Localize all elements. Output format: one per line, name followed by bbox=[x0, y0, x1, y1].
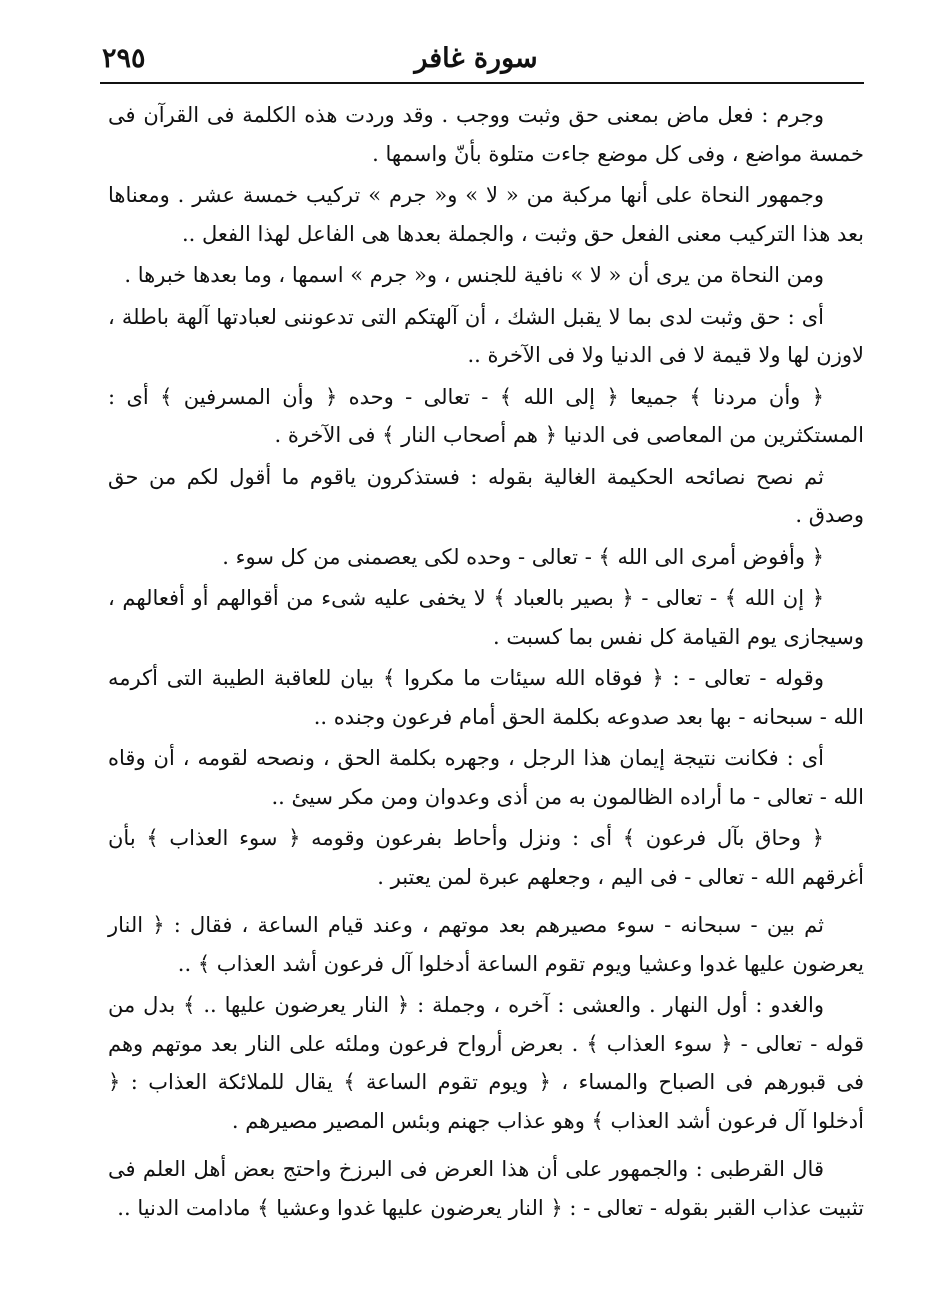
paragraph-entrust-affair: ﴿ وأفوض أمرى الى الله ﴾ - تعالى - وحده لكى يعصمنى من كل سوء . bbox=[222, 544, 824, 569]
header-divider bbox=[100, 82, 864, 84]
paragraph-advice: ثم نصح نصائحه الحكيمة الغالية بقوله : فستذكرون ياقوم ما أقول لكم من حق وصدق . bbox=[108, 464, 864, 527]
page-header bbox=[88, 40, 864, 80]
paragraph-return-to-allah: ﴿ وأن مردنا ﴾ جميعا ﴿ إلى الله ﴾ - تعالى - وحده ﴿ وأن المسرفين ﴾ أى : المستكثرين من المعاصى فى الدنيا ﴿ هم أصحاب النار ﴾ فى الآخرة . bbox=[108, 384, 864, 447]
paragraph-pharaoh-punishment: ﴿ وحاق بآل فرعون ﴾ أى : ونزل وأحاط بفرعون وقومه ﴿ سوء العذاب ﴾ بأن أغرقهم الله - تعالى - فى اليم ، وجعلهم عبرة لمن يعتبر . bbox=[108, 826, 864, 889]
paragraph-grammarians-negation: ومن النحاة من يرى أن « لا » نافية للجنس ، و« جرم » اسمها ، وما بعدها خبرها . bbox=[124, 263, 824, 287]
paragraph-allah-sees: ﴿ إن الله ﴾ - تعالى - ﴿ بصير بالعباد ﴾ لا يخفى عليه شىء من أقوالهم أو أفعالهم ، وسيجازى يوم القيامة كل نفس بما كسبت . bbox=[108, 586, 864, 649]
page-body bbox=[108, 96, 864, 1230]
paragraph-qurtubi: قال القرطبى : والجمهور على أن هذا العرض فى البرزخ واحتج بعض أهل العلم فى تثبيت عذاب القبر بقوله - تعالى - : ﴿ النار يعرضون عليها غدوا وعشيا ﴾ مادامت الدنيا .. bbox=[108, 1157, 864, 1220]
paragraph-result-of-faith: أى : فكانت نتيجة إيمان هذا الرجل ، وجهره بكلمة الحق ، ونصحه لقومه ، أن وقاه الله - تعالى - ما أراده الظالمون به من أذى وعدوان ومن مكر سيئ .. bbox=[108, 746, 864, 809]
paragraph-protection: وقوله - تعالى - : ﴿ فوقاه الله سيئات ما مكروا ﴾ بيان للعاقبة الطيبة التى أكرمه الله - سبحانه - بها بعد صدوعه بكلمة الحق أمام فرعون وجنده .. bbox=[108, 666, 864, 729]
surah-title: سورة غافر bbox=[414, 43, 538, 74]
paragraph-morning-evening: والغدو : أول النهار . والعشى : آخره ، وجملة : ﴿ النار يعرضون عليها .. ﴾ بدل من قوله - تعالى - ﴿ سوء العذاب ﴾ . بعرض أرواح فرعون وملئه على النار بعد موتهم وهم فى قبورهم فى الصباح والمساء ، ﴿ ويوم تقوم الساعة ﴾ يقال للملائكة العذاب : ﴿ أدخلوا آل فرعون أشد العذاب ﴾ وهو عذاب جهنم وبئس المصير مصيرهم . bbox=[108, 993, 864, 1133]
paragraph-jarama-definition: وجرم : فعل ماض بمعنى حق وثبت ووجب . وقد وردت هذه الكلمة فى القرآن فى خمسة مواضع ، وفى كل موضع جاءت متلوة بأنّ واسمها . bbox=[108, 103, 864, 166]
paragraph-grammarians-majority: وجمهور النحاة على أنها مركبة من « لا » و« جرم » تركيب خمسة عشر . ومعناها بعد هذا التركيب معنى الفعل حق وثبت ، والجملة بعدها هى الفاعل لهذا الفعل .. bbox=[108, 183, 864, 246]
paragraph-fate-after-death: ثم بين - سبحانه - سوء مصيرهم بعد موتهم ، وعند قيام الساعة ، فقال : ﴿ النار يعرضون عليها غدوا وعشيا ويوم تقوم الساعة أدخلوا آل فرعون أشد العذاب ﴾ .. bbox=[108, 913, 864, 976]
page-number: ٢٩٥ bbox=[102, 43, 146, 74]
paragraph-meaning: أى : حق وثبت لدى بما لا يقبل الشك ، أن آلهتكم التى تدعوننى لعبادتها آلهة باطلة ، لاوزن لها ولا قيمة لا فى الدنيا ولا فى الآخرة .. bbox=[108, 304, 864, 367]
